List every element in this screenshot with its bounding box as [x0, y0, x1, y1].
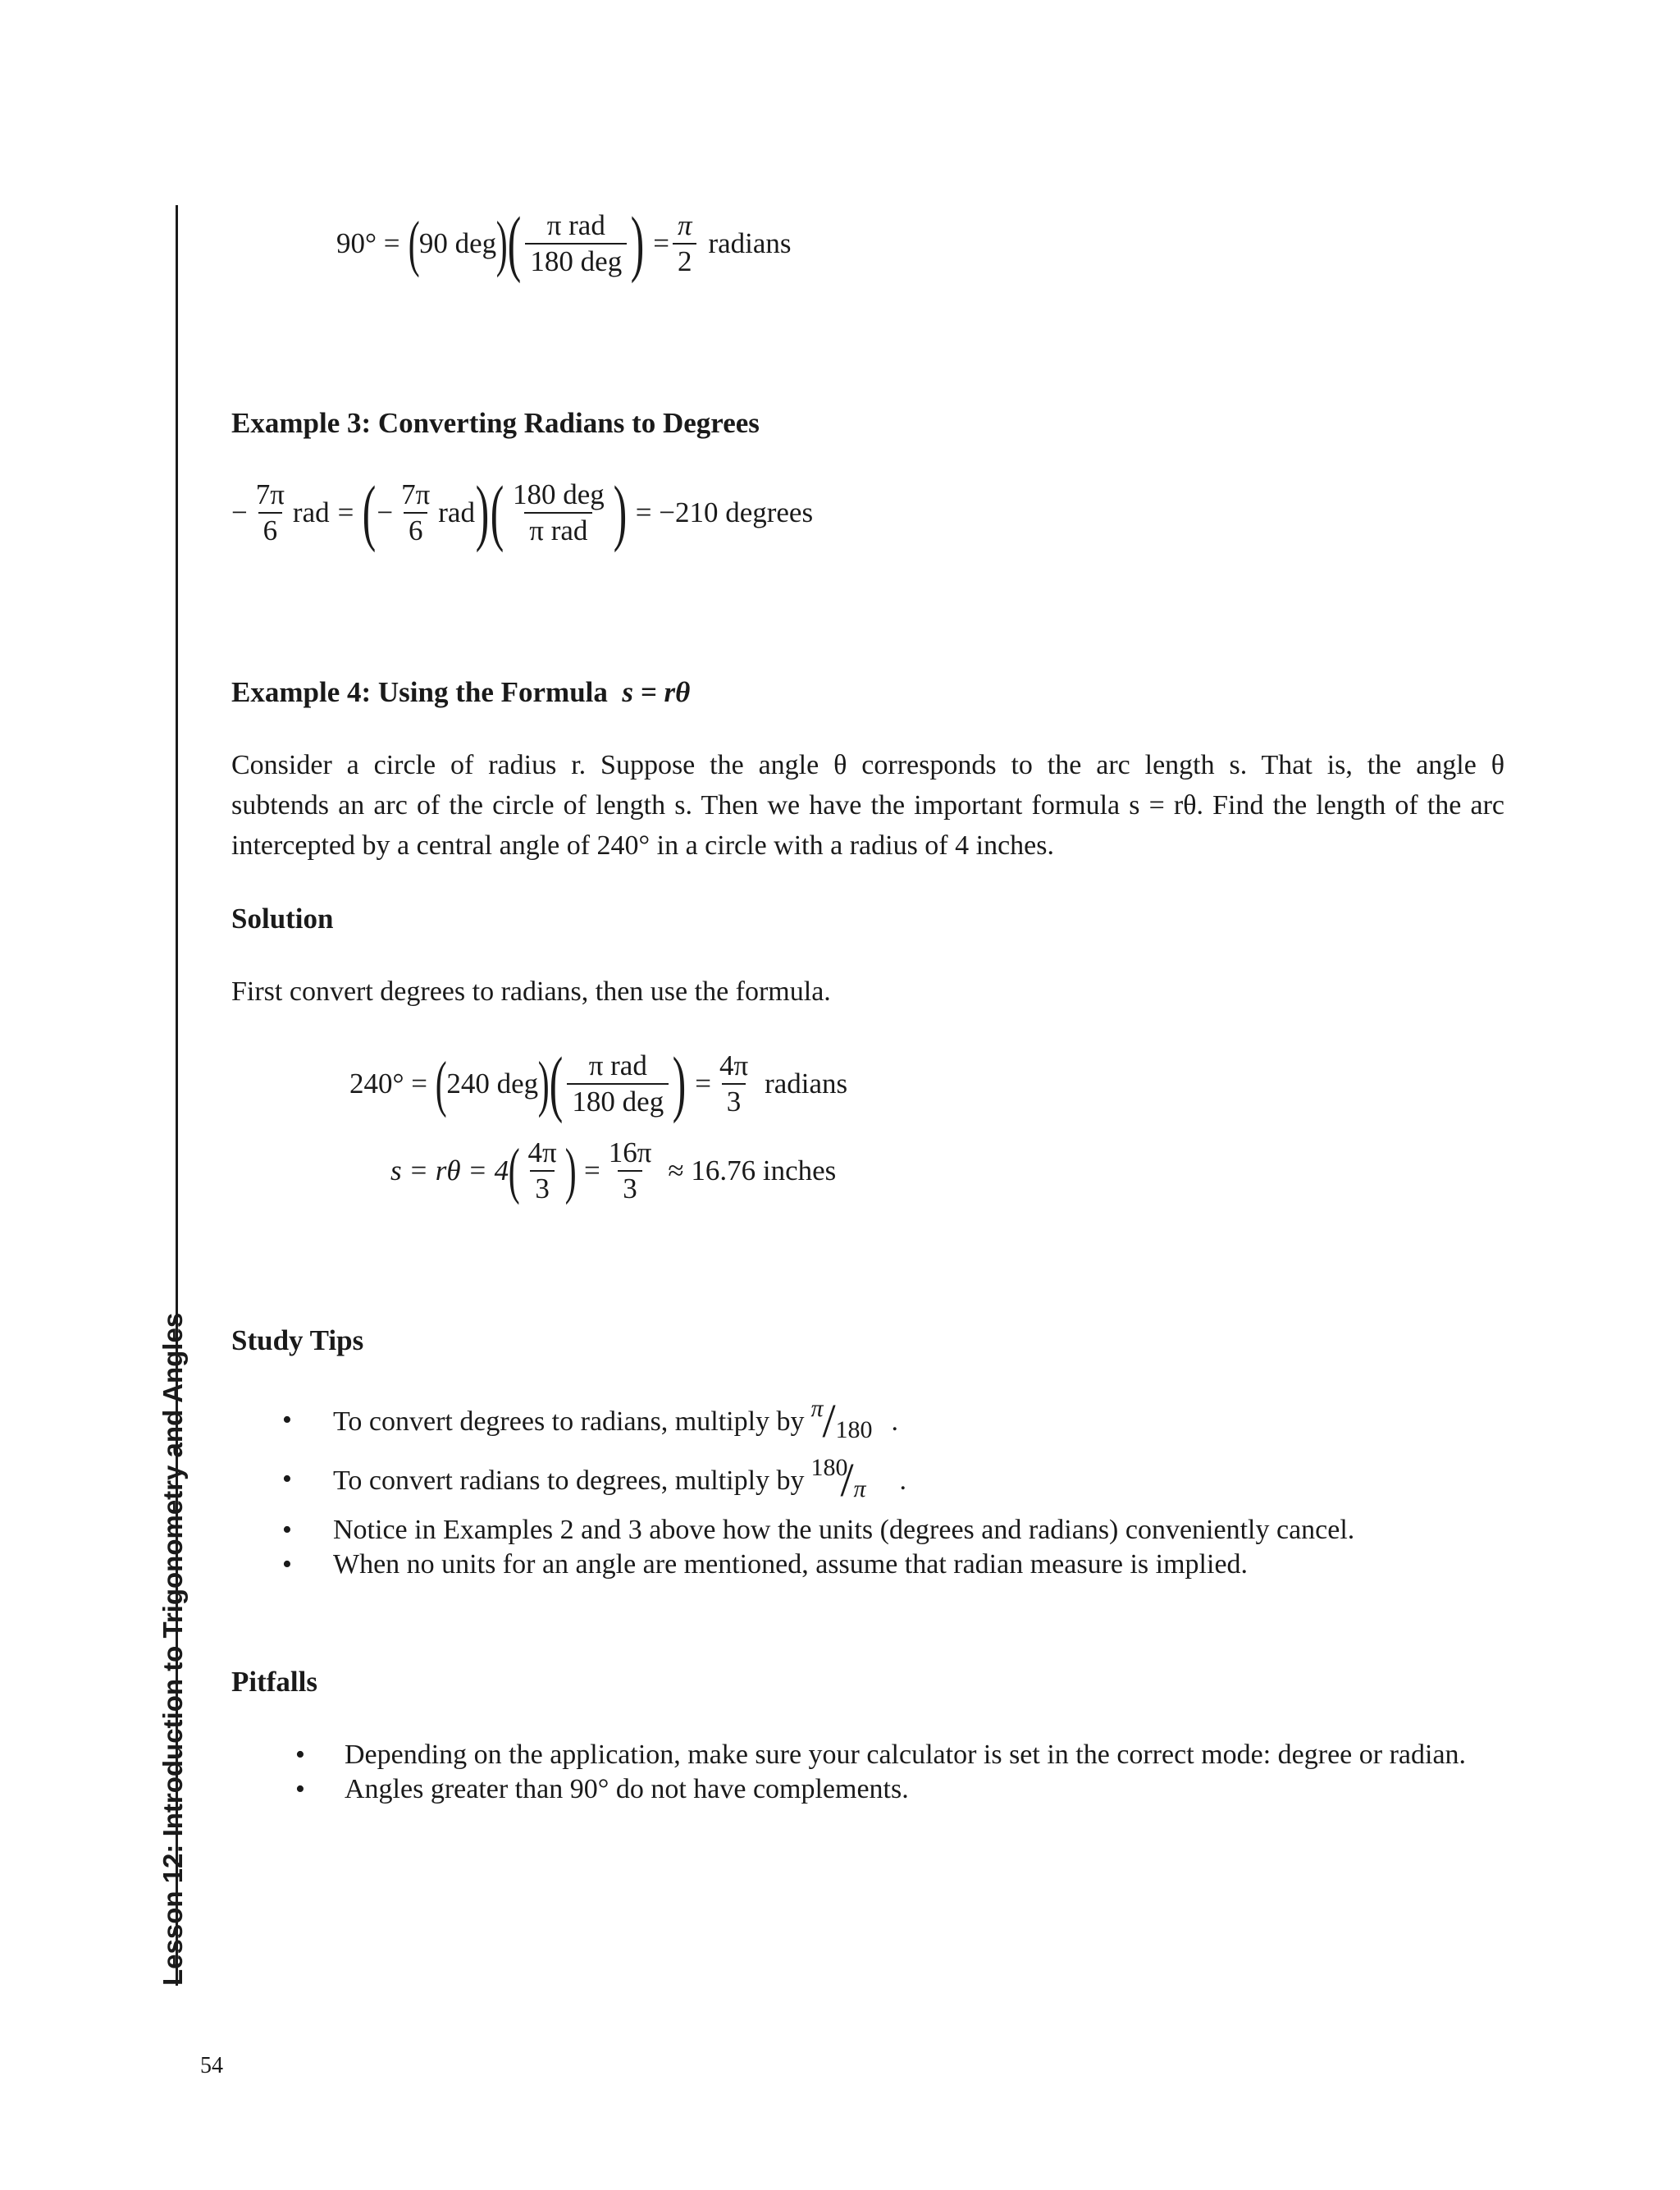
study-tip-2: To convert radians to degrees, multiply by 180 / π . [333, 1453, 907, 1506]
sidebar-lesson-title: Lesson 12: Introduction to Trigonometry and Angles [158, 1312, 188, 1986]
equation-240-deg-to-rad: 240° = ( 240 deg ) ( $\frac{\text{π rad}}{\text{180 deg}}$ ) = $\frac{4\pi}{3}$ radians [349, 1043, 848, 1124]
page-number: 54 [200, 2053, 223, 2078]
tip1-slash-fraction: π / 180 [810, 1394, 873, 1447]
eq-a-result-fraction: $\frac{4\pi}{3}$ [719, 1049, 749, 1118]
eq1-conversion-fraction: $\frac{\text{π rad}}{\text{180 deg}}$ [525, 208, 627, 279]
eq-b-result-fraction: $\frac{16\pi}{3}$ [608, 1136, 652, 1205]
example4-heading: Example 4: Using the Formula s = rθ [231, 676, 691, 708]
pitfalls-heading: Pitfalls [231, 1666, 317, 1698]
equation-arc-length: s = rθ = 4 ( $\frac{4\pi}{3}$ ) = $\frac{16\pi}{3}$ ≈ 16.76 inches [390, 1136, 837, 1205]
study-tips-heading: Study Tips [231, 1324, 364, 1356]
study-tip-3: Notice in Examples 2 and 3 above how the units (degrees and radians) conveniently cancel. [333, 1515, 1355, 1545]
ex3-result: = −210 degrees [635, 496, 814, 528]
example3-heading: Example 3: Converting Radians to Degrees [231, 407, 760, 439]
eq1-result-fraction: $\frac{\pi}{2}$ [673, 208, 697, 279]
eq-b-approx: ≈ 16.76 inches [668, 1154, 837, 1186]
pitfall-2: Angles greater than 90° do not have complements. [345, 1774, 909, 1804]
ex3-conversion-fraction: $\frac{\text{180 deg}}{\text{π rad}}$ [512, 478, 605, 546]
ex3-lhs-fraction: $\frac{7\pi}{6}$ [255, 478, 285, 546]
ex3-inner-fraction: $\frac{7\pi}{6}$ [401, 478, 431, 546]
bullet-icon: • [282, 1515, 292, 1545]
example4-paragraph: Consider a circle of radius r. Suppose the angle θ corresponds to the arc length s. That is, the angle θ subtends an arc of the circle of length s. Then we have the important formula s = rθ. Find the length of the arc intercepted by a central angle of 240° in a circle with a radius of 4 inches. [231, 750, 1504, 861]
study-tip-1: To convert degrees to radians, multiply by π / 180 . [333, 1394, 899, 1447]
bullet-icon: • [282, 1549, 292, 1580]
study-tip-4: When no units for an angle are mentioned, assume that radian measure is implied. [333, 1549, 1249, 1580]
tip2-slash-fraction: 180 / π [810, 1453, 866, 1506]
solution-heading: Solution [231, 903, 334, 935]
equation-90-deg-to-rad: 90° = ( 90 deg ) ( $\frac{\text{π rad}}{\text{180 deg}}$ ) = $\frac{\pi}{2}$ radians [336, 203, 792, 284]
eq-a-conversion-fraction: $\frac{\text{π rad}}{\text{180 deg}}$ [567, 1049, 669, 1119]
solution-text: First convert degrees to radians, then use the formula. [231, 976, 831, 1007]
eq1-unit: radians [708, 227, 792, 259]
bullet-icon: • [282, 1464, 292, 1494]
bullet-icon: • [295, 1740, 305, 1770]
eq1-lhs: 90° = [336, 227, 400, 259]
equation-rad-to-deg: − $\frac{7\pi}{6}$ rad = ( − $\frac{7\pi}{6}$ rad ) ( $\frac{\text{180 deg}}{\text{π rad}}$ ) = −210 degrees [231, 472, 814, 553]
eq-b-inner-fraction: $\frac{4\pi}{3}$ [527, 1136, 557, 1205]
bullet-icon: • [282, 1405, 292, 1435]
pitfall-1: Depending on the application, make sure your calculator is set in the correct mode: degree or radian. [345, 1740, 1467, 1770]
eq1-factor: 90 deg [418, 227, 497, 259]
example4-formula: s = rθ [622, 676, 691, 708]
bullet-icon: • [295, 1774, 305, 1804]
